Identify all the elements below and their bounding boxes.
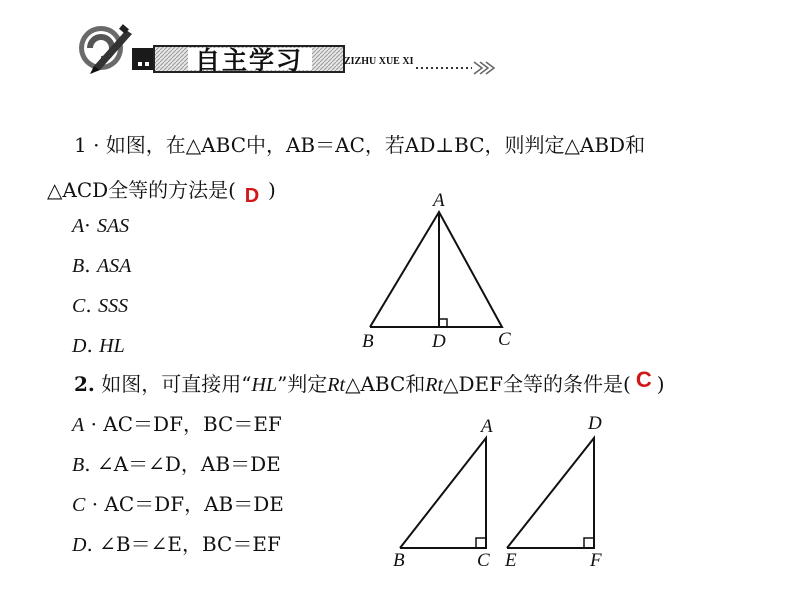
triangle-abc [370,212,502,327]
q1-label-a: A [433,190,445,211]
q1-label-d: D [432,331,446,352]
q1-figure [360,200,520,340]
q1-option-a: A· SAS [72,213,130,237]
q2-figure [390,430,610,555]
q1-option-c: C. SSS [72,293,129,317]
q2-option-a: A · AC＝DF，BC＝EF [72,412,282,436]
q2-option-c: C · AC＝DF，AB＝DE [72,492,284,516]
q2-option-d: D. ∠B＝∠E，BC＝EF [72,532,281,556]
q2-label-e: E [505,550,517,571]
right-angle-mark-f [584,538,594,548]
q2-label-d: D [588,413,602,434]
q2-label-b: B [393,550,405,571]
q1-stem-line1: 1 · 如图，在△ABC中，AB＝AC，若AD⊥BC，则判定△ABD和 [74,133,646,157]
q2-answer: C [635,367,652,392]
triangle-abc-right [400,438,486,548]
q1-stem-text: △ACD全等的方法是( [47,178,236,202]
triangle-def-right [507,438,594,548]
q2-label-c: C [477,550,490,571]
q1-stem-line2 [47,178,276,207]
q2-label-a: A [481,416,493,437]
q2-option-b: B. ∠A＝∠D，AB＝DE [72,452,281,476]
pen-icon [79,24,132,74]
section-title: 自主学习 [195,46,304,75]
q1-option-d: D. HL [72,333,125,357]
right-angle-mark [439,319,447,327]
q1-label-c: C [498,329,511,350]
q2-stem: 2. 如图，可直接用“HL”判定Rt△ABC和Rt△DEF全等的条件是( C ) [74,367,665,396]
q1-answer: D [244,185,260,207]
q1-option-b: B. ASA [72,253,132,277]
q2-label-f: F [590,550,602,571]
q1-stem-close: ) [267,178,276,202]
section-subtitle: ZIZHU XUE XI [344,56,414,67]
right-angle-mark-c [476,538,486,548]
q1-label-b: B [362,331,374,352]
